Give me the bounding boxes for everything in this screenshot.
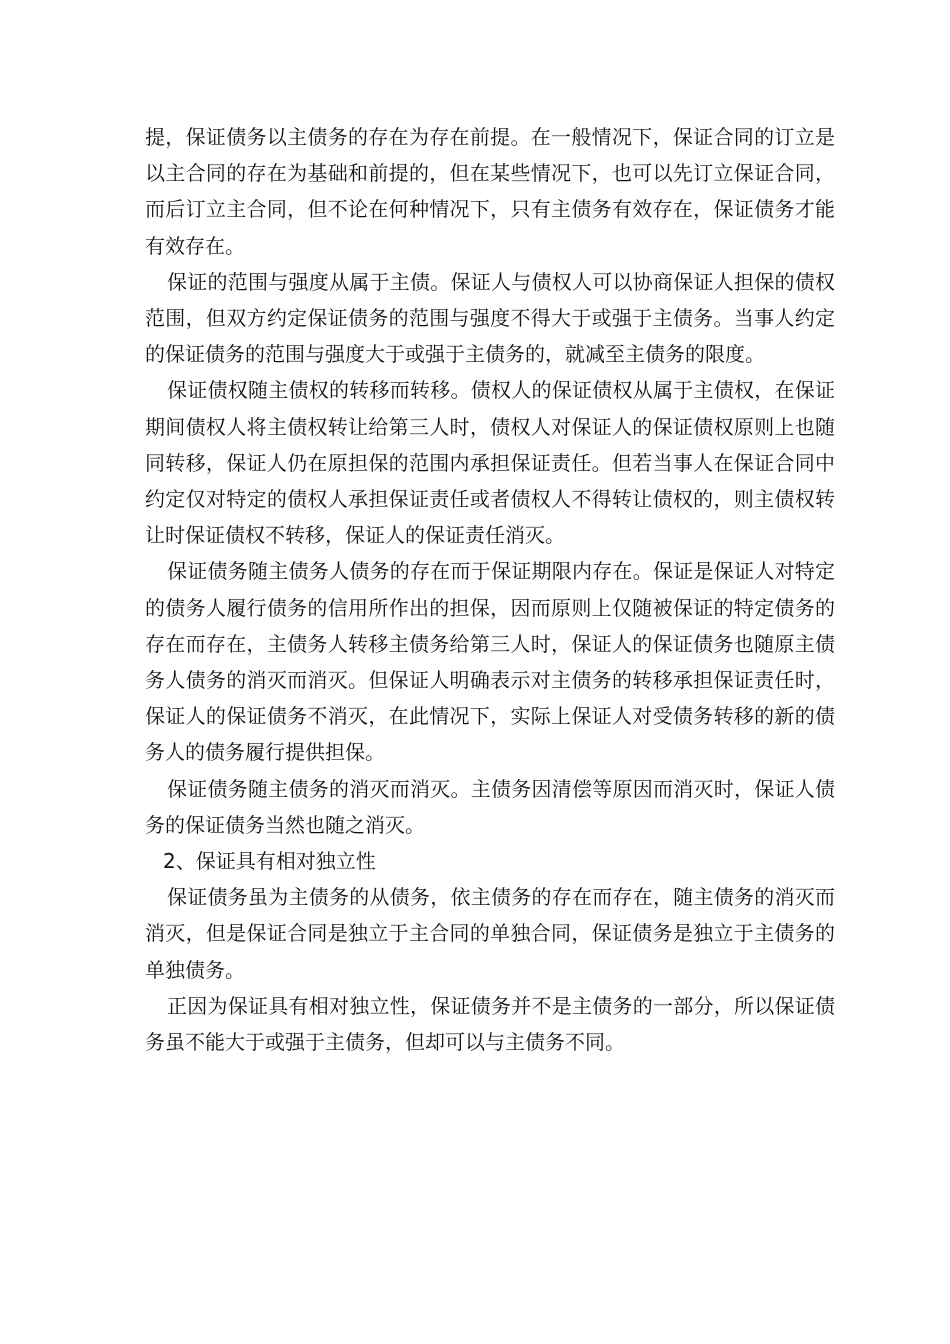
paragraph-debt-existence: 保证债务随主债务人债务的存在而于保证期限内存在。保证是保证人对特定的债务人履行债务的信用所作出的担保，因而原则上仅随被保证的特定债务的存在而存在，主债务人转移主债务给第三人时，保证人的保证债务也随原主债务人债务的消灭而消灭。但保证人明确表示对主债务的转移承担保证责任时，保证人的保证债务不消灭，在此情况下，实际上保证人对受债务转移的新的债务人的债务履行提供担保。 xyxy=(145,559,835,765)
paragraph-scope-strength: 保证的范围与强度从属于主债。保证人与债权人可以协商保证人担保的债权范围，但双方约定保证债务的范围与强度不得大于或强于主债务。当事人约定的保证债务的范围与强度大于或强于主债务的，就减至主债务的限度。 xyxy=(145,269,835,367)
paragraph-independence-consequence: 正因为保证具有相对独立性，保证债务并不是主债务的一部分，所以保证债务虽不能大于或强于主债务，但却可以与主债务不同。 xyxy=(145,993,835,1055)
document-body xyxy=(145,119,835,1060)
paragraph-claim-transfer: 保证债权随主债权的转移而转移。债权人的保证债权从属于主债权，在保证期间债权人将主债权转让给第三人时，债权人对保证人的保证债权原则上也随同转移，保证人仍在原担保的范围内承担保证责任。但若当事人在保证合同中约定仅对特定的债权人承担保证责任或者债权人不得转让债权的，则主债权转让时保证债权不转移，保证人的保证责任消灭。 xyxy=(145,378,835,548)
paragraph-debt-extinction: 保证债务随主债务的消灭而消灭。主债务因清偿等原因而消灭时，保证人债务的保证债务当然也随之消灭。 xyxy=(145,776,835,837)
section-heading-relative-independence: 2、保证具有相对独立性 xyxy=(163,849,376,874)
paragraph-independent-contract: 保证债务虽为主债务的从债务，依主债务的存在而存在，随主债务的消灭而消灭，但是保证合同是独立于主合同的单独合同，保证债务是独立于主债务的单独债务。 xyxy=(145,885,835,982)
paragraph-continuation: 提，保证债务以主债务的存在为存在前提。在一般情况下，保证合同的订立是以主合同的存在为基础和前提的，但在某些情况下，也可以先订立保证合同，而后订立主合同，但不论在何种情况下，只有主债务有效存在，保证债务才能有效存在。 xyxy=(145,125,835,258)
